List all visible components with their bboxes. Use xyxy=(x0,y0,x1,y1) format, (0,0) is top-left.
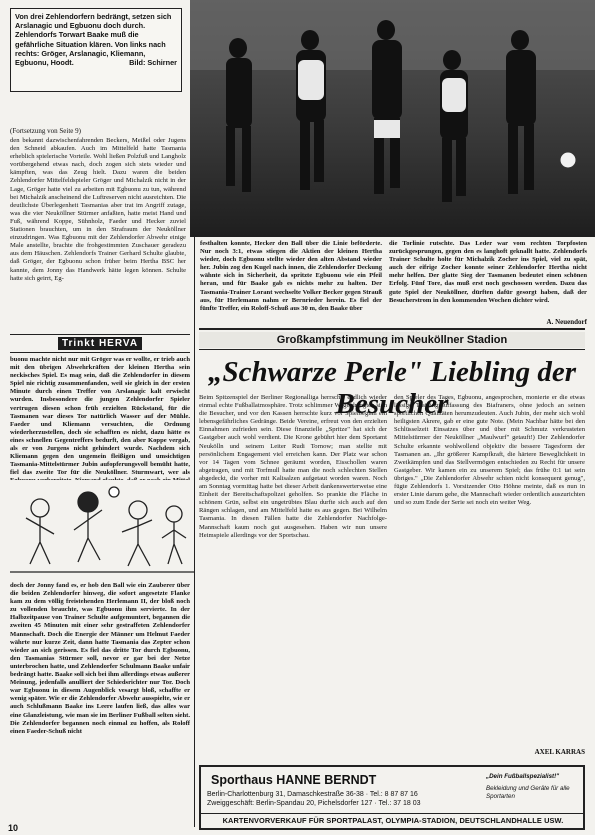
match-photo xyxy=(190,0,595,237)
ad-footer: KARTENVORVERKAUF FÜR SPORTPALAST, OLYMPIA-STADION, DEUTSCHLANDHALLE USW. xyxy=(222,816,564,825)
photo-caption-box xyxy=(10,8,182,92)
stadion-banner: Großkampfstimmung im Neuköllner Stadion xyxy=(199,332,585,348)
article-column-left-3: doch der Jonny fand es, er hob den Ball wie ein Zauberer über die beiden Zehlendorfer hinweg, die sofort angesetzte Flanke kam zu dem völlig freistehenden Herlemann II, der bloß noch zu vollenden brauchte, was Egbuonu ihm servierte. In der Halbzeitpause von Trainer Schulte aufgemuntert, begannen die zweiten 45 Minuten mit einer sehr gestraffeten Zehlendorfer Mannschaft. Doch die Energie der Männer um Helmut Faeder währte nur kurze Zeit, dann hatte Tasmania das Zepter schon wieder an sich gerissen. Es fiel das dritte Tor durch Egbuonu, den Tasmanias Stürmer soll, nevor er gar bei der Netze unterbrochen hatte, und Zehlendorfer Schulmann Baake unfair bedrängt hatte. Baake soll sich bei ihm allerdings etwas außerer Meinung, jedenfalls anulliert der Schiedsrichter nur Tor. Doch war Egbuonu in diesem Augenblick vesargt bloß, schaffte er wenig später. Wie er die Zehlendorfer Abwehr ausspielte, wie er auch Schlußmann Baake ins Leere laufen ließ, das alles war eine Glanzleistung, wie man sie im Berliner Fußball selten sieht. Die Zehlendorfer begannen noch einmal zu hoffen, als Roloff einen Faeder-Schuß nicht xyxy=(10,582,190,735)
article-column-right: die Torlinie rutschte. Das Leder war vom rechten Torpfosten zurückgesprungen, gegen den es langhoft geknallt hatte. Zehlendorfs Trainer Schulte holte für Michalzik Zocher ins Spiel, viel zu spät, auch der eifrige Zocher konnte seiner Zehlendorfer Hertha nicht mehr helfen. Der glatte Sieg der Tasmanen bedeutet einen schönen Erfolg. Fünf Tore, das muß erst noch geschossen werden. Dazu das gute Spiel der Neuköllner, dürften dafür gesorgt haben, daß der Besucherstrom in den kommenden Wochen dichter wird. xyxy=(389,240,587,304)
trinkt-herva-ad xyxy=(10,336,190,350)
photo-caption-text: Von drei Zehlendorfern bedrängt, setzen sich Arslanagic und Egbuonu doch durch. Zehlendorfs Torwart Baake muß die gefährliche Situation klären. Von links nach rechts: Gröger, Arslanagic, Kliemann, Egbuonu, Hoodt. xyxy=(15,12,172,68)
continuation-note: (Fortsetzung von Seite 9) xyxy=(10,127,81,135)
trinkt-herva-label: Trinkt HERVA xyxy=(58,337,142,350)
stadion-column-b: den Spieler des Tages, Egbuonu, angesprochen, monierte er die etwas lässige Trainingsauffassung des Biafraners, ohne jedoch an seinen sportlichen Qualitäten herumzudeuten. Auch Jubin, der mehr sich wohl heiligsten Akrere, gab er eine gute Note. (Mein Nachbar hätte bei den Schlüsselzeit Einsatzes über und über mit Schmutz verkrusteten Mittelstürmer der Neuköllner „Maulwurf" getauft!) Der Zehlendorfer Schulte erkannte wohlwollend objektiv die bessere Tagesform der Tasmanen an. „Ihr größerer Kampfkraft, die härtere Beweglichkeit in Zweikämpfen und das Stellvermögen entschieden zu Recht für unsere Gastgeber. Wir kamen ein zu unserem Spiel; das frühe 0:1 tat sein übriges." „Die Zehlendorfer Abwehr schien nicht konsequent genug", fügte Zehlendorfs 1. Vorsitzender Otto Höhne meinte, daß es nun in erster Linie darum gehe, die Mannschaft wieder ordentlich auszurichten und so zum Ende der Serie sei noch ein weiter Weg. xyxy=(394,394,585,507)
ad-line-2: Zweiggeschäft: Berlin-Spandau 20, Pichelsdorfer 127 · Tel.: 37 18 03 xyxy=(207,800,421,807)
article-column-middle: festhalten konnte, Hecker den Ball über die Linie beförderte. Nur noch 3:1, etwas stiegen die Aktien der kleinen Hertha wieder, doch Egbuonu stellte wieder den alten Abstand wieder her. Jubin zog den Kugel nach innen, die Zehlendorfer Deckung wähnte sich in Sicherheit, da spritzte Egbuonu wie ein Pfeil heran, und für Baake gab es nichts mehr zu halten. Der Tasmania-Trainer Lorant wechselte Volker Becker gegen Strauß aus, für Herlemann nahm er Bernrieder herein. Es fiel der fünfte Treffer, ein Roloff-Schuß aus 30 m, den Baake über xyxy=(200,240,382,312)
stadion-column-a: Beim Spitzenspiel der Berliner Regionalliga herrschte endlich wieder einmal echte Fußballatmosphäre. Trotz schlimmer Wege drängten sich die Besucher, und vor den Kassen herrschte kurz vor Spielbeginn ein lebensgefährliches Gedränge. Beide Vereine, erfreut von den erzielten Einnahmen zufrieden sein. Diese finanzielle „Spritze" hat sich der Gastgeber auch wohl verdient. Die Krone gebührt hier dem Sportamt Neukölln und seinem Leiter Rudi Tornow; man stellte mit persönlichem Engagement viel erreichen kann. Der Platz war schon vor 14 Tagen vom Schnee geräumt worden, Eisschollen waren abgetragen, und mit Torfmull hatte man die noch schlechten Stellen abgedeckt, die vorher mit Kalisalzen aufgetaut worden waren. Noch am Sonntag vormittag hatte bei dieser Arbeit dankenswerterweise eine Einheit der Bereitschaftspolizei geholfen. So prankte die Fläche in schönem Grün, selbst ein ungetrübtes Blau durfte sich auch auf den Rängen schlagen, und am Mittelfeld hatte es aus gegen. Bei Wilhelm Tasmania. In diesen Fällen hatte die Zehlendorfer Nachfolge-Mannschaft kaum noch gut ausgesehen. Haben wir nun unsere Heimspiele allerdings vor der Sportschau. xyxy=(199,394,387,539)
divider xyxy=(10,334,190,335)
article-column-left-1: den bekannt dazwischenfahrenden Beckers, Meißel oder Jugens den Schneid abkaufen. Auch im Mittelfeld hatte Tasmania erheblich spielerische Vorteile. Wohl ließen Polzfuß und Langholz vorübergehend etwas nach, doch zogen sich stets wieder und kämpften, was das Zeug hielt. Dazu waren die beiden Zehlendorfer Mittelfeldspieler Gröger und Michalzik nicht in der Lage, Gröger hatte viel zu arbeiten mit Egbuonu zu tun, während bei Michalzik anscheinend die Luftreserven nicht ausreichten. Die deutlichste Überlegenheit Tasmanias aber trat im Angriff zutage, was die vier Neuköllner Stürmer anfaßten, hatte meist Hand und Fuß, während Koppe, Sühnholz, Faeder und Hecker zuviel Stationen brauchten, um in den Strafraum der Neuköllner einzudringen. Was Egbuonu mit der Zehlendorfer Abwehr einige Male anstellte, brachte die frohgestimmten Zuschauer geradezu aus dem Häuschen. Zehlendorfs Trainer Gerhard Schulte glaubte, daß Gröger, der Egbuonu schon früher beim Hertha BSC her kannte, dem Jonny das Handwerk hätte legen können. Schulte hatte sich geirrt, Eg- xyxy=(10,137,186,282)
stadion-author: AXEL KARRAS xyxy=(534,748,585,756)
divider xyxy=(201,813,583,814)
page-number: 10 xyxy=(8,823,19,833)
ad-side-text: Bekleidung und Geräte für alle Sportarten xyxy=(486,785,570,800)
column-rule xyxy=(194,237,195,827)
sporthaus-ad xyxy=(199,765,585,830)
photo-credit: Bild: Schirner xyxy=(129,58,177,68)
article-author: A. Neuendorf xyxy=(546,318,587,326)
divider xyxy=(199,328,585,330)
match-photo-image xyxy=(190,0,595,237)
divider xyxy=(10,352,190,353)
ad-side-slogan: „Dein Fußballspezialist!" xyxy=(486,773,560,780)
ad-line-1: Berlin-Charlottenburg 31, Damaschkestraße 36-38 · Tel.: 8 87 87 16 xyxy=(207,791,418,798)
stadion-headline: „Schwarze Perle" Liebling der Besucher xyxy=(207,356,577,420)
divider xyxy=(199,349,585,350)
article-column-left-2: buonu machte nicht nur mit Gröger was er wollte, er trieb auch mit den übrigen Abwehrkräften der kleinen Hertha sein neckisches Spiel. Es mag sein, daß die Zehlendorfer in diesem Spiel nie richtig zusammenfanden, weil sie gleich in der ersten Minute durch einen Treffer von Arslanagic kalt erwischt wurden. Insbesondere die jungen Zehlendorfer Spieler vertrugen diesen schon früh erzielten Rückstand, für die Tasmanen war dieses Tor natürlich Wasser auf der Mühle. Faeder und Kliemann versuchten, die Ordnung wiederherzustellen, doch sie schafften es nicht, dazu hätte es eines schnellen Gegentreffers bedurft, den aber Koppe vergab, als er von Jurgens nicht gehindert wurde. Nachdem sich Kliemann gegen den ungemein fleißigen und umsichtigen Tasmania-Mittelstürmer Jubin aufopferungsvoll bemüht hatte, fiel das zweite Tor für die Neuköllner. Sturmwart, wer als xyxy=(10,356,190,477)
cartoon-illustration xyxy=(10,480,195,580)
ad-title: Sporthaus HANNE BERNDT xyxy=(211,773,377,787)
